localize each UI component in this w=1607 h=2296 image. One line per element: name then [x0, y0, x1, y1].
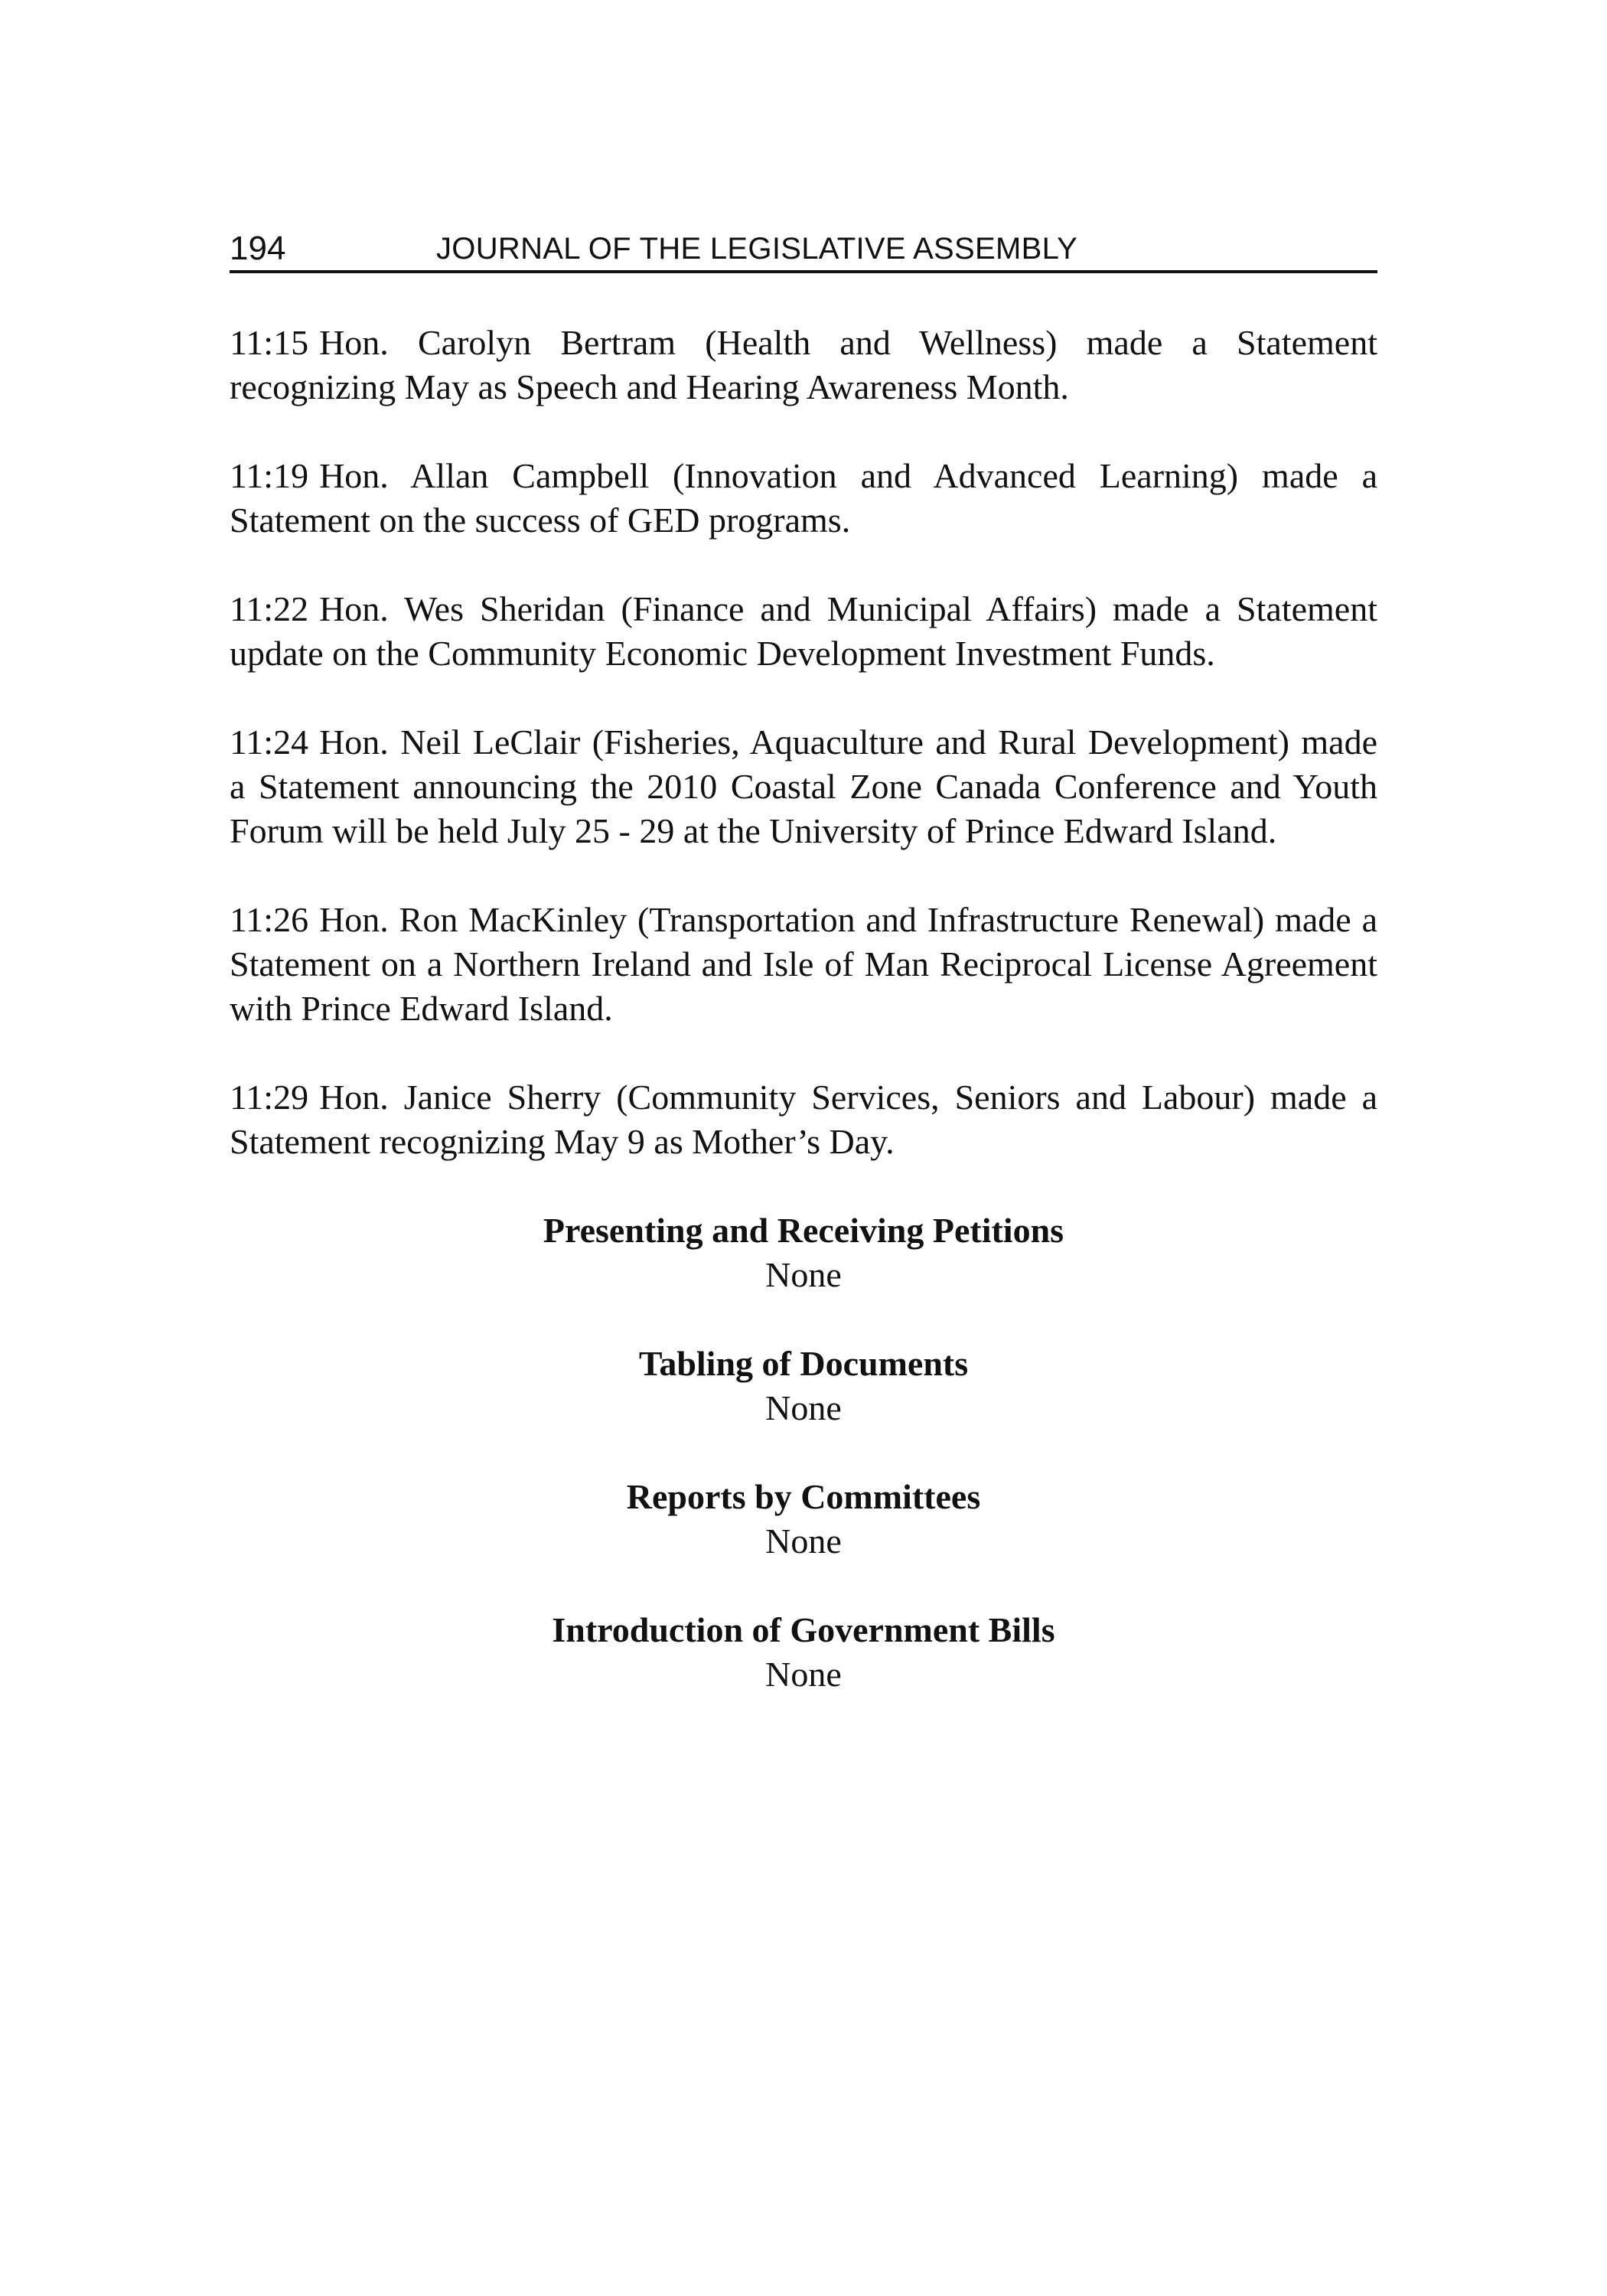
section-tabling-documents: [230, 1342, 1377, 1430]
entry-text: Hon. Carolyn Bertram (Health and Wellness) made a Statement recognizing May as Speech and Hearing Awareness Month.: [230, 323, 1377, 406]
statement-entry: [230, 321, 1377, 409]
statement-entry: [230, 1075, 1377, 1164]
entry-text: Hon. Ron MacKinley (Transportation and Infrastructure Renewal) made a Statement on a Northern Ireland and Isle of Man Reciprocal License Agreement with Prince Edward Island.: [230, 900, 1377, 1028]
page-header: [230, 226, 1377, 273]
entry-text: Hon. Janice Sherry (Community Services, Seniors and Labour) made a Statement recognizing May 9 as Mother’s Day.: [230, 1078, 1377, 1161]
section-heading: Presenting and Receiving Petitions: [543, 1211, 1064, 1250]
journal-page: [230, 226, 1377, 1741]
entry-text: Hon. Allan Campbell (Innovation and Advanced Learning) made a Statement on the success of GED programs.: [230, 456, 1377, 540]
entry-time: 11:24: [230, 722, 309, 762]
statement-entry: [230, 587, 1377, 676]
statement-entry: [230, 454, 1377, 543]
section-heading: Introduction of Government Bills: [552, 1610, 1055, 1649]
section-value: None: [765, 1388, 842, 1427]
section-committee-reports: [230, 1475, 1377, 1564]
section-value: None: [765, 1655, 842, 1694]
section-heading: Reports by Committees: [626, 1477, 981, 1516]
page-number: 194: [230, 230, 286, 267]
section-petitions: [230, 1208, 1377, 1297]
entry-time: 11:15: [230, 323, 309, 362]
entry-text: Hon. Wes Sheridan (Finance and Municipal Affairs) made a Statement update on the Community Economic Development Investment Funds.: [230, 589, 1377, 673]
section-value: None: [765, 1255, 842, 1294]
entry-time: 11:29: [230, 1078, 309, 1117]
journal-title: JOURNAL OF THE LEGISLATIVE ASSEMBLY: [436, 232, 1078, 266]
statement-entries: [230, 321, 1377, 1164]
statement-entry: [230, 898, 1377, 1031]
section-heading: Tabling of Documents: [638, 1344, 969, 1383]
statement-entry: [230, 720, 1377, 853]
section-value: None: [765, 1521, 842, 1561]
entry-time: 11:19: [230, 456, 309, 495]
entry-time: 11:22: [230, 589, 309, 628]
entry-time: 11:26: [230, 900, 309, 939]
order-of-business: [230, 1208, 1377, 1697]
entry-text: Hon. Neil LeClair (Fisheries, Aquaculture and Rural Development) made a Statement announcing the 2010 Coastal Zone Canada Conference and Youth Forum will be held July 25 - 29 at the University of Prince Edward Island.: [230, 722, 1377, 850]
section-government-bills: [230, 1608, 1377, 1697]
